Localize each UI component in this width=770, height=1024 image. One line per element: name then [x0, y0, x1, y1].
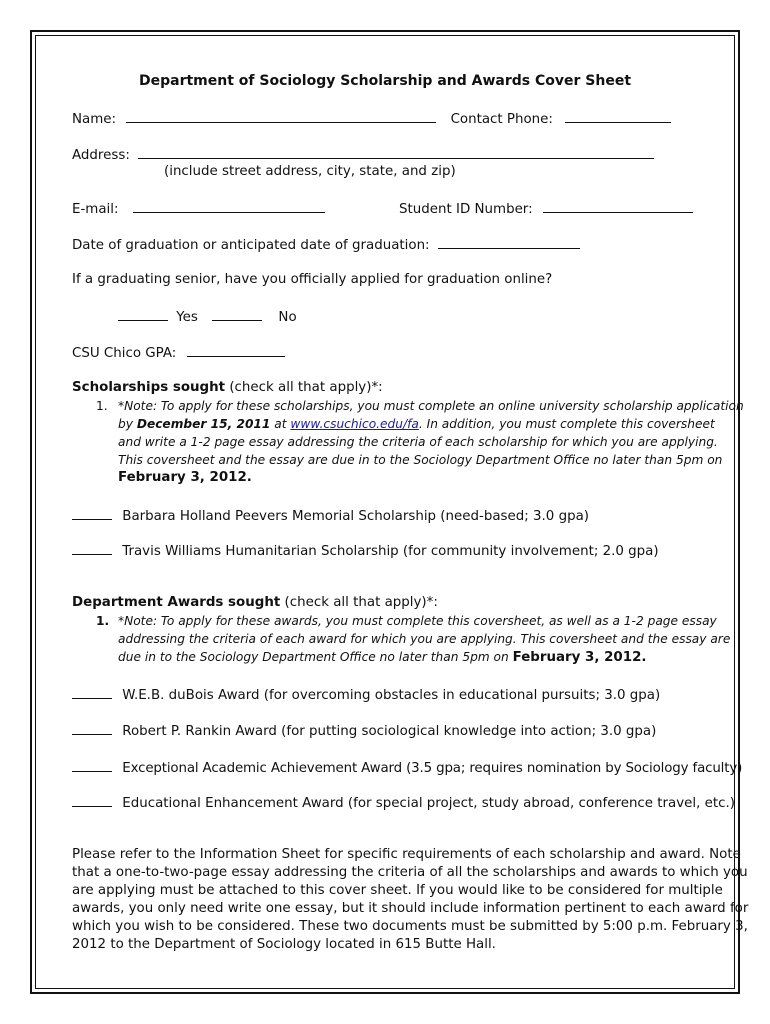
scholarships-note-line4: This coversheet and the essay are due in to the Sociology Department Office no later than 5pm on — [118, 453, 723, 467]
awards-heading: Department Awards sought — [72, 595, 281, 610]
yes-no-row — [118, 307, 297, 327]
scholarships-note-line1 — [96, 397, 744, 415]
awards-heading-suffix: (check all that apply)*: — [280, 595, 438, 610]
scholarship-label: Barbara Holland Peevers Memorial Scholarship (need-based; 3.0 gpa) — [122, 509, 590, 524]
page-title: Department of Sociology Scholarship and Awards Cover Sheet — [138, 73, 632, 89]
award-item — [72, 758, 742, 778]
closing-line: 2012 to the Department of Sociology located in 615 Butte Hall. — [72, 937, 496, 952]
contact-phone-label: Contact Phone: — [450, 112, 553, 127]
financial-aid-link[interactable]: www.csuchico.edu/fa — [290, 417, 419, 431]
gpa-label: CSU Chico GPA: — [72, 346, 177, 361]
scholarships-heading-row — [72, 379, 383, 397]
scholarships-note-line2 — [118, 415, 715, 433]
gpa-row — [72, 343, 285, 363]
closing-paragraph — [72, 846, 749, 954]
graduation-date-label: Date of graduation or anticipated date of graduation: — [72, 238, 430, 253]
closing-line: are applying must be attached to this cover sheet. If you would like to be considered for multiple — [72, 883, 723, 898]
graduation-row — [72, 235, 580, 255]
no-checkbox-blank[interactable] — [212, 307, 262, 321]
applied-question: If a graduating senior, have you officially applied for graduation online? — [72, 272, 553, 287]
awards-note-line3 — [118, 648, 646, 667]
scholarship-item — [72, 541, 659, 561]
award-item — [72, 685, 660, 705]
graduation-date-field[interactable] — [438, 235, 580, 249]
award-item — [72, 721, 656, 741]
award-label: Educational Enhancement Award (for special project, study abroad, conference travel, etc.) — [122, 796, 735, 811]
award-label: Robert P. Rankin Award (for putting sociological knowledge into action; 3.0 gpa) — [122, 724, 657, 739]
address-hint: (include street address, city, state, and zip) — [164, 164, 456, 179]
gpa-field[interactable] — [187, 343, 285, 357]
scholarships-note-line3: and write a 1-2 page essay addressing the criteria of each scholarship for which you are applying. — [118, 435, 718, 449]
closing-line: which you wish to be considered. These two documents must be submitted by 5:00 p.m. February 3, — [72, 919, 748, 934]
scholarships-heading: Scholarships sought — [72, 380, 226, 395]
yes-checkbox-blank[interactable] — [118, 307, 168, 321]
awards-note-text3: due in to the Sociology Department Office no later than 5pm on — [118, 650, 513, 664]
scholarship-item — [72, 506, 589, 526]
student-id-field[interactable] — [543, 199, 693, 213]
awards-note-number: 1. — [96, 614, 110, 628]
scholarship-label: Travis Williams Humanitarian Scholarship (for community involvement; 2.0 gpa) — [122, 544, 659, 559]
name-label: Name: — [72, 112, 117, 127]
awards-note-line2: addressing the criteria of each award for which you are applying. This coversheet and the essay are — [118, 632, 731, 646]
closing-line: awards, you only need write one essay, but it should include information pertinent to each award for — [72, 901, 749, 916]
awards-note-text1: *Note: To apply for these awards, you must complete this coversheet, as well as a 1-2 page essay — [118, 614, 717, 628]
awards-note-line1 — [96, 612, 717, 630]
note-at: at — [270, 417, 291, 431]
scholarship-checkbox-blank[interactable] — [72, 541, 112, 555]
award-checkbox-blank[interactable] — [72, 793, 112, 807]
no-label: No — [278, 310, 297, 325]
award-label: W.E.B. duBois Award (for overcoming obstacles in educational pursuits; 3.0 gpa) — [122, 688, 661, 703]
email-row — [72, 199, 693, 219]
scholarships-due-date: February 3, 2012. — [118, 470, 252, 485]
address-field[interactable] — [138, 145, 654, 159]
award-checkbox-blank[interactable] — [72, 685, 112, 699]
award-label: Exceptional Academic Achievement Award (3.5 gpa; requires nomination by Sociology faculty) — [122, 761, 743, 776]
student-id-label: Student ID Number: — [399, 202, 533, 217]
note-rest: . In addition, you must complete this coversheet — [418, 417, 715, 431]
award-checkbox-blank[interactable] — [72, 758, 112, 772]
scholarships-note-text1: *Note: To apply for these scholarships, you must complete an online university scholarship application — [118, 399, 744, 413]
awards-due-date: February 3, 2012. — [512, 650, 647, 665]
email-field[interactable] — [133, 199, 325, 213]
awards-heading-row — [72, 594, 438, 612]
award-item — [72, 793, 735, 813]
email-label: E-mail: — [72, 202, 119, 217]
scholarship-checkbox-blank[interactable] — [72, 506, 112, 520]
yes-label: Yes — [176, 310, 198, 325]
scholarships-note-number: 1. — [96, 399, 108, 413]
address-label: Address: — [72, 148, 130, 163]
note-by: by — [118, 417, 137, 431]
contact-phone-field[interactable] — [565, 109, 671, 123]
address-row — [72, 145, 654, 165]
closing-line: Please refer to the Information Sheet for specific requirements of each scholarship and award. Note — [72, 847, 741, 862]
award-checkbox-blank[interactable] — [72, 721, 112, 735]
scholarships-heading-suffix: (check all that apply)*: — [225, 380, 383, 395]
name-field[interactable] — [126, 109, 436, 123]
closing-line: that a one-to-two-page essay addressing the criteria of all the scholarships and awards to which you — [72, 865, 748, 880]
note-deadline-date: December 15, 2011 — [136, 417, 271, 431]
name-row — [72, 109, 671, 129]
